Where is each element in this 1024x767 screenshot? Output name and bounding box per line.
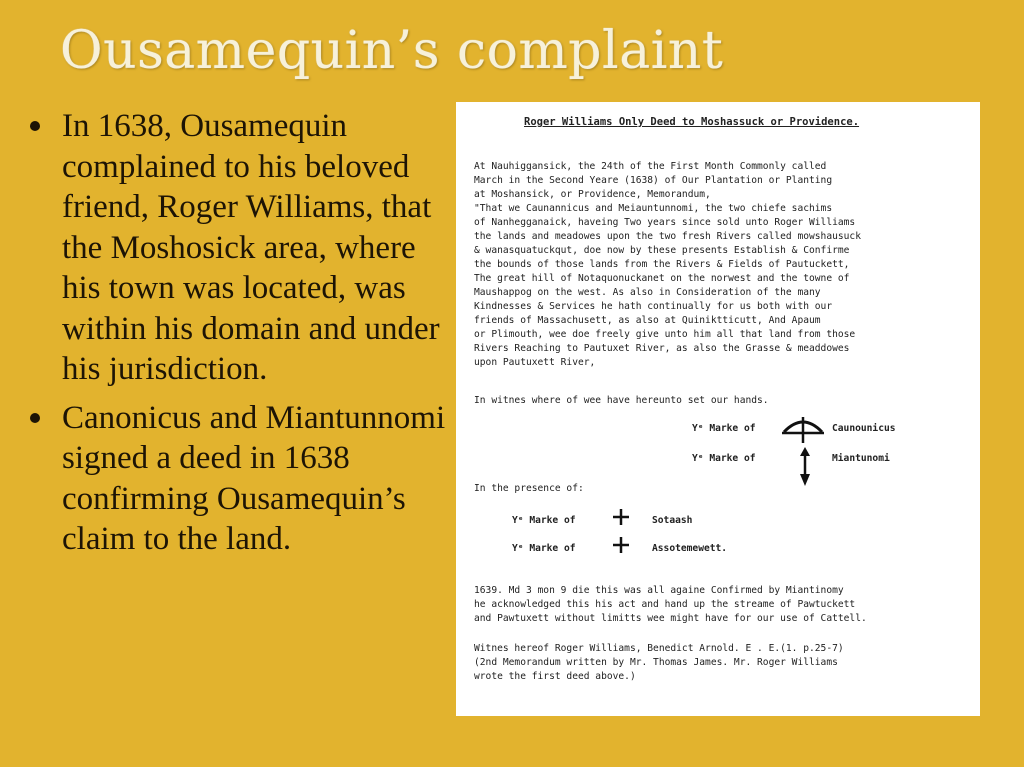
deed-line: Rivers Reaching to Pautuxet River, as also the Grasse & meaddowes (474, 343, 850, 354)
signatory-name: Assotemewett. (652, 543, 728, 554)
deed-document-image (456, 102, 980, 716)
deed-line: Maushappog on the west. As also in Consideration of the many (474, 287, 821, 298)
deed-line: The great hill of Notaquonuckanet on the norwest and the towne of (474, 273, 850, 284)
arrow-mark-icon (798, 446, 812, 488)
mark-label: Yᵉ Marke of (692, 423, 756, 434)
mark-label: Yᵉ Marke of (692, 453, 756, 464)
deed-line: friends of Massachusett, as also at Quiniktticutt, And Apaum (474, 315, 821, 326)
deed-line: (2nd Memorandum written by Mr. Thomas James. Mr. Roger Williams (474, 657, 838, 668)
deed-line: the bounds of those lands from the Rivers & Fields of Pautuckett, (474, 259, 850, 270)
deed-line: March in the Second Yeare (1638) of Our Plantation or Planting (474, 175, 833, 186)
deed-line: he acknowledged this his act and hand up the streame of Pawtuckett (474, 599, 856, 610)
deed-line: and Pawtuxett without limitts wee might have for our use of Cattell. (474, 613, 867, 624)
deed-witness-line: In witnes where of wee have hereunto set our hands. (474, 395, 769, 406)
deed-line: of Nanhegganaick, haveing Two years since sold unto Roger Williams (474, 217, 856, 228)
deed-line: wrote the first deed above.) (474, 671, 636, 682)
deed-line: 1639. Md 3 mon 9 die this was all againe Confirmed by Miantinomy (474, 585, 844, 596)
deed-line: & wanasquatuckqut, doe now by these presents Establish & Confirme (474, 245, 850, 256)
bullet-icon (30, 413, 40, 423)
deed-line: the lands and meadowes upon the two fresh Rivers called mowshausuck (474, 231, 861, 242)
signatory-name: Caunounicus (832, 423, 896, 434)
deed-line: Witnes hereof Roger Williams, Benedict Arnold. E . E.(1. p.25-7) (474, 643, 844, 654)
bullet-item (24, 398, 452, 560)
bullet-list (24, 106, 452, 568)
deed-line: upon Pautuxett River, (474, 357, 596, 368)
deed-line: "That we Caunannicus and Meiauntunnomi, the two chiefe sachims (474, 203, 833, 214)
deed-line: At Nauhiggansick, the 24th of the First Month Commonly called (474, 161, 827, 172)
bullet-item (24, 106, 452, 390)
mark-label: Yᵉ Marke of (512, 515, 576, 526)
signatory-name: Sotaash (652, 515, 693, 526)
bullet-text: Canonicus and Miantunnomi signed a deed in 1638 confirming Ousamequin’s claim to the land. (62, 399, 446, 557)
bow-mark-icon (780, 414, 826, 444)
deed-title: Roger Williams Only Deed to Moshassuck or Providence. (524, 116, 860, 128)
deed-line: or Plimouth, wee doe freely give unto him all that land from those (474, 329, 856, 340)
slide-title: Ousamequin’s complaint (60, 21, 724, 81)
bullet-text: In 1638, Ousamequin complained to his beloved friend, Roger Williams, that the Moshosick area, where his town was located, was within his domain and under his jurisdiction. (62, 108, 440, 387)
deed-presence-line: In the presence of: (474, 483, 584, 494)
cross-mark-icon (612, 508, 630, 526)
deed-line: Kindnesses & Services he hath continually for us both with our (474, 301, 833, 312)
signatory-name: Miantunomi (832, 453, 890, 464)
deed-line: at Moshansick, or Providence, Memorandum, (474, 189, 711, 200)
cross-mark-icon (612, 536, 630, 554)
bullet-icon (30, 121, 40, 131)
mark-label: Yᵉ Marke of (512, 543, 576, 554)
